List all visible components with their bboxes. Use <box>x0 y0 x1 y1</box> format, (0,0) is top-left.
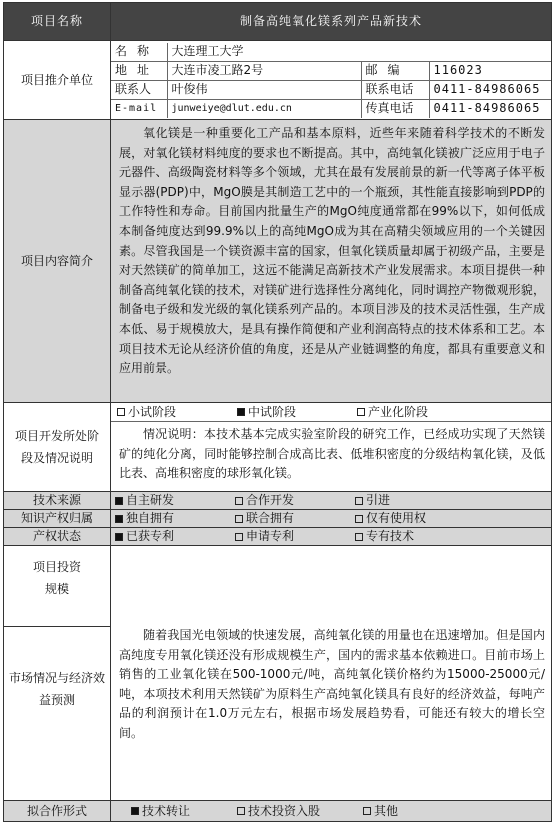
source-option-self[interactable] <box>115 492 235 508</box>
ip-option-label: 独自拥有 <box>126 511 175 526</box>
market-text: 随着我国光电领域的快速发展，高纯氧化镁的用量也在迅速增加。但是国内高纯度专用氧化镁还没有形成规模生产，国内的需求基本依赖进口。目前市场上销售的工业氧化镁在500-1000元/吨，高纯氧化镁价格约为15000-25000元/吨，本项技术利用天然镁矿为原料生产高纯氧化镁具有良好的经济效益，每吨产品的利润预计在1.0万元左右，根据市场发展趋势看，可能还有较大的增长空间。 <box>119 628 545 740</box>
email-value: junweiye@dlut.edu.cn <box>167 99 361 118</box>
checkbox-icon <box>357 408 365 416</box>
email-key: E-mail <box>111 99 167 118</box>
ip-ownership-label: 知识产权归属 <box>4 510 111 528</box>
fax-value: 0411-84986065 <box>429 99 551 118</box>
stage-option-label: 中试阶段 <box>248 404 297 419</box>
status-option-label: 申请专利 <box>246 529 295 544</box>
stage-label <box>4 403 111 492</box>
checkbox-icon <box>235 497 243 505</box>
ip-option-label: 仅有使用权 <box>366 511 427 526</box>
stage-option-label: 产业化阶段 <box>368 404 429 419</box>
status-option-label: 已获专利 <box>126 529 175 544</box>
checkbox-checked-icon <box>237 408 245 416</box>
phone-value: 0411-84986065 <box>429 80 551 99</box>
checkbox-checked-icon <box>115 533 123 541</box>
market-label <box>4 627 111 801</box>
source-label: 技术来源 <box>4 492 111 510</box>
source-options <box>111 492 551 509</box>
ip-option-use-right[interactable] <box>355 510 426 526</box>
source-option-label: 引进 <box>366 493 391 508</box>
recommender-info-table <box>111 43 551 118</box>
project-title: 制备高纯氧化镁系列产品新技术 <box>111 3 552 41</box>
coop-option-label: 其他 <box>374 803 399 818</box>
stage-option-industrial[interactable] <box>357 404 428 420</box>
ip-option-sole[interactable] <box>115 510 235 526</box>
stage-option-label: 小试阶段 <box>128 404 177 419</box>
checkbox-icon <box>235 533 243 541</box>
stage-option-pilot-mid[interactable] <box>237 404 357 420</box>
cooperation-label: 拟合作形式 <box>4 801 111 822</box>
status-option-proprietary[interactable] <box>355 528 414 544</box>
address-value: 大连市凌工路2号 <box>167 61 361 80</box>
checkbox-icon <box>355 497 363 505</box>
name-value: 大连理工大学 <box>167 43 551 62</box>
checkbox-icon <box>117 408 125 416</box>
source-option-label: 自主研发 <box>126 493 175 508</box>
checkbox-checked-icon <box>115 515 123 523</box>
project-form-table <box>3 2 552 822</box>
coop-option-other[interactable] <box>363 803 398 819</box>
status-option-patented[interactable] <box>115 528 235 544</box>
source-option-label: 合作开发 <box>246 493 295 508</box>
summary-label: 项目内容简介 <box>4 120 111 403</box>
checkbox-icon <box>355 533 363 541</box>
checkbox-checked-icon <box>115 497 123 505</box>
coop-option-equity[interactable] <box>237 803 363 819</box>
market-label-text: 市场情况与经济效益预测 <box>9 671 106 707</box>
project-name-label: 项目名称 <box>4 3 111 41</box>
ip-option-label: 联合拥有 <box>246 511 295 526</box>
fax-key: 传真电话 <box>361 99 429 118</box>
coop-option-label: 技术投资入股 <box>248 803 321 818</box>
ip-ownership-options <box>111 510 551 527</box>
investment-label <box>4 546 111 627</box>
status-option-applying[interactable] <box>235 528 355 544</box>
checkbox-icon <box>355 515 363 523</box>
status-option-label: 专有技术 <box>366 529 415 544</box>
postcode-key: 邮编 <box>361 61 429 80</box>
stage-option-pilot-small[interactable] <box>111 404 237 420</box>
investment-label-text: 项目投资规模 <box>32 560 81 596</box>
ip-option-joint[interactable] <box>235 510 355 526</box>
address-key: 地址 <box>111 61 167 80</box>
name-key: 名称 <box>111 43 167 62</box>
checkbox-checked-icon <box>131 807 139 815</box>
stage-note: 情况说明：本技术基本完成实验室阶段的研究工作，已经成功实现了天然镁矿的纯化分离，同时能够控制合成高比表、低堆积密度的分级结构氧化镁，及低比表、高堆积密度的球形氧化镁。 <box>119 427 545 481</box>
contact-value: 叶俊伟 <box>167 80 361 99</box>
phone-key: 联系电话 <box>361 80 429 99</box>
checkbox-icon <box>237 807 245 815</box>
stage-options <box>111 403 551 422</box>
coop-option-transfer[interactable] <box>131 803 237 819</box>
postcode-value: 116023 <box>429 61 551 80</box>
stage-label-text: 项目开发所处阶段及情况说明 <box>14 429 99 465</box>
contact-key: 联系人 <box>111 80 167 99</box>
cooperation-options <box>111 803 551 820</box>
investment-value <box>111 546 551 626</box>
recommender-label: 项目推介单位 <box>4 41 111 120</box>
summary-text: 氧化镁是一种重要化工产品和基本原料，近些年来随着科学技术的不断发展，对氧化镁材料纯度的要求也不断提高。其中，高纯氧化镁被广泛应用于电子元器件、高级陶瓷材料等多个领域，尤其在最有发展前景的新一代等离子体平板显示器(PDP)中，MgO膜是其制造工艺中的一个瓶颈，其性能直接影响到PDP的工作特性和寿命。目前国内批量生产的MgO纯度通常都在99%以下，如何低成本制备纯度达到99.9%以上的高纯MgO成为其在高精尖领域应用的一个关键因素。尽管我国是一个镁资源丰富的国家，但氧化镁质量却属于初级产品，主要是对天然镁矿的简单加工，这远不能满足高新技术产业发展需求。本项目提供一种制备高纯氧化镁的技术，对镁矿进行选择性分离纯化，同时调控产物微观形貌，制备电子级和发光级的氧化镁系列产品的。本项目涉及的技术灵活性强，生产成本低、易于规模放大，是具有操作简便和产业利润高特点的技术体系和工艺。本项目技术无论从经济价值的角度，还是从产业链调整的角度，都具有重要意义和应用前景。 <box>119 126 545 376</box>
source-option-import[interactable] <box>355 492 390 508</box>
ip-status-label: 产权状态 <box>4 528 111 546</box>
coop-option-label: 技术转让 <box>142 803 191 818</box>
ip-status-options <box>111 528 551 545</box>
checkbox-icon <box>235 515 243 523</box>
checkbox-icon <box>363 807 371 815</box>
source-option-joint[interactable] <box>235 492 355 508</box>
